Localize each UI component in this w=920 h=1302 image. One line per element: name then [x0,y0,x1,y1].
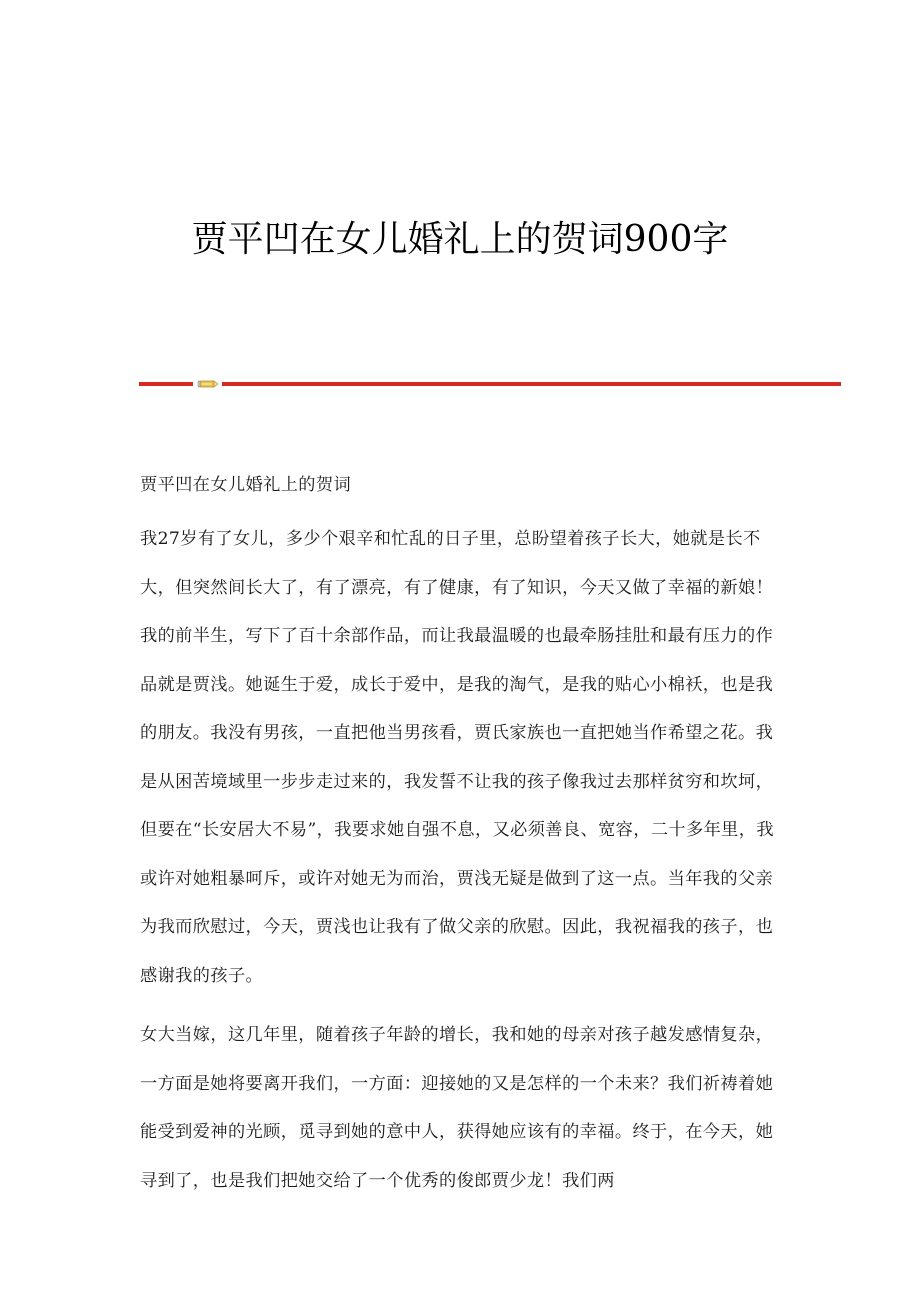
paragraph-text: 女大当嫁，这几年里，随着孩子年龄的增长，我和她的母亲对孩子越发感情复杂，一方面是她将要离开我们，一方面：迎接她的又是怎样的一个未来？我们祈祷着她能受到爱神的光顾，觅寻到她的意中人，获得她应该有的幸福。终于，在今天，她寻到了，也是我们把她交给了一个优秀的俊郎贾少龙！我们两 [140,1025,774,1191]
document-subtitle [140,470,780,500]
title-divider [139,377,841,391]
divider-line-left [139,382,193,386]
paragraph-1 [140,515,780,1000]
paragraph-2 [140,1011,780,1205]
divider-line-right [222,382,841,386]
page-title: 贾平凹在女儿婚礼上的贺词900字 [191,219,729,260]
pencil-ornament-icon [197,378,219,390]
subtitle-text: 贾平凹在女儿婚礼上的贺词 [140,475,352,495]
paragraph-text: 我27岁有了女儿，多少个艰辛和忙乱的日子里，总盼望着孩子长大，她就是长不大，但突然间长大了，有了漂亮，有了健康，有了知识，今天又做了幸福的新娘！我的前半生，写下了百十余部作品，而让我最温暖的也最牵肠挂肚和最有压力的作品就是贾浅。她诞生于爱，成长于爱中，是我的淘气，是我的贴心小棉袄，也是我的朋友。我没有男孩，一直把他当男孩看，贾氏家族也一直把她当作希望之花。我是从困苦境域里一步步走过来的，我发誓不让我的孩子像我过去那样贫穷和坎坷，但要在“长安居大不易”，我要求她自强不息，又必须善良、宽容，二十多年里，我或许对她粗暴呵斥，或许对她无为而治，贾浅无疑是做到了这一点。当年我的父亲为我而欣慰过，今天，贾浅也让我有了做父亲的欣慰。因此，我祝福我的孩子，也感谢我的孩子。 [140,529,774,986]
